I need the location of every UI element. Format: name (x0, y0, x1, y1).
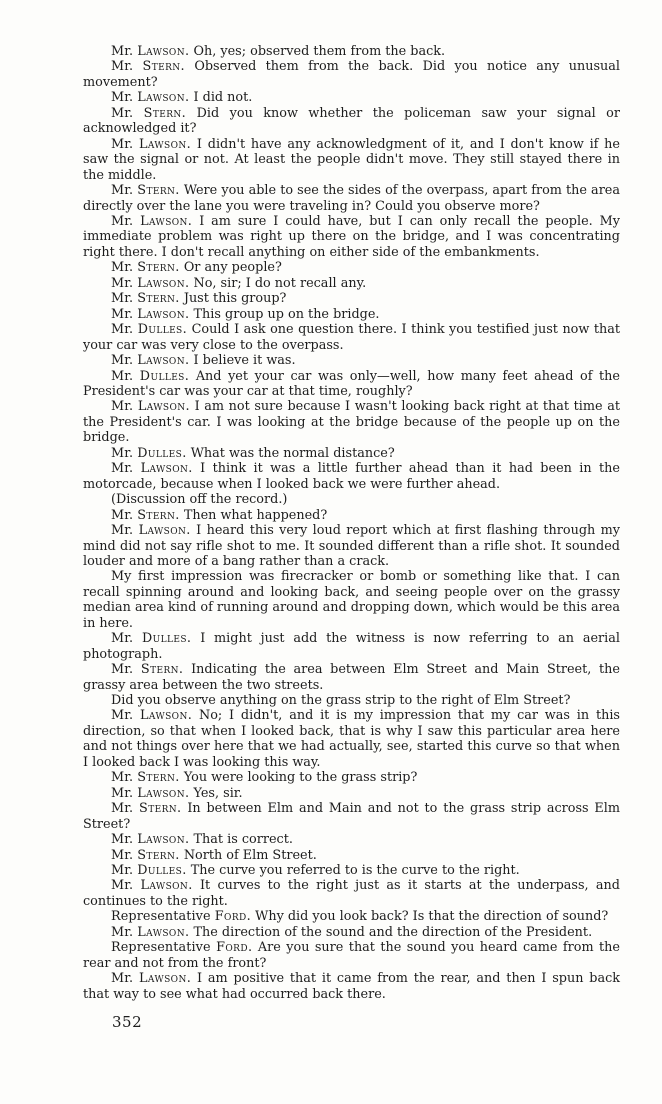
speaker-title: Mr. (111, 275, 134, 291)
speaker-name: Dulles. (137, 863, 187, 879)
speech-text: My first impression was firecracker or bomb or something like that. I can recall spinning around and looking back, and seeing people over on the grassy median area kind of running around and dropping down, which would be this area in here. (83, 569, 620, 631)
speaker-title: Mr. (111, 368, 134, 384)
speaker-title: Mr. (111, 260, 134, 276)
speaker-title: Mr. (111, 924, 134, 940)
speaker-label (111, 909, 251, 924)
speaker-label (111, 399, 190, 414)
speaker-title: Mr. (111, 291, 134, 307)
speech-text: You were looking to the grass strip? (183, 770, 418, 786)
transcript-paragraph (83, 214, 620, 260)
speaker-title: Mr. (111, 322, 134, 338)
transcript-paragraph (83, 137, 620, 183)
speech-text: I am sure I could have, but I can only recall the people. My immediate problem was right up there on the bridge, and I was concentrating right there. I don't recall anything on either side of the embankments. (83, 213, 620, 260)
transcript-paragraph (83, 508, 620, 523)
speaker-label (111, 863, 187, 878)
transcript-paragraph (83, 925, 620, 940)
speaker-label (111, 214, 192, 229)
transcript-paragraph (83, 863, 620, 878)
speaker-name: Lawson. (137, 44, 190, 59)
speaker-name: Stern. (137, 770, 180, 786)
transcript-paragraph (83, 940, 620, 971)
speaker-label (111, 90, 189, 105)
speaker-title: Mr. (111, 708, 134, 724)
transcript-paragraph (83, 260, 620, 275)
transcript-paragraph (83, 183, 620, 214)
speaker-label (111, 137, 191, 152)
speaker-label (111, 940, 252, 955)
transcript-paragraph (83, 770, 620, 785)
speech-text: Yes, sir. (193, 785, 243, 801)
speech-text: What was the normal distance? (190, 445, 395, 461)
speaker-title: Mr. (111, 136, 134, 152)
speaker-label (111, 322, 187, 337)
transcript-paragraph (83, 322, 620, 353)
speech-text: I am positive that it came from the rear, and then I spun back that way to see what had occurred back there. (83, 971, 620, 1002)
speaker-title: Mr. (111, 105, 134, 121)
speaker-name: Stern. (139, 801, 182, 817)
speech-text: I am not sure because I wasn't looking back right at that time at the President's car. I was looking at the bridge because of the people up on the bridge. (83, 399, 620, 446)
speaker-name: Lawson. (140, 461, 193, 477)
speaker-title: Mr. (111, 631, 134, 647)
speech-text: Did you observe anything on the grass strip to the right of Elm Street? (111, 693, 571, 709)
speaker-label (111, 291, 180, 306)
speech-text: Did you know whether the policeman saw your signal or acknowledged it? (83, 105, 620, 137)
speaker-title: Mr. (111, 971, 134, 987)
speaker-name: Lawson. (140, 878, 193, 894)
speaker-label (111, 662, 183, 677)
speaker-label (111, 353, 189, 368)
speaker-name: Dulles. (137, 322, 188, 338)
speaker-label (111, 770, 180, 785)
speaker-title: Mr. (111, 878, 134, 894)
transcript-paragraph (83, 878, 620, 909)
speech-text: I did not. (193, 90, 253, 106)
speech-text: Why did you look back? Is that the direction of sound? (255, 909, 609, 925)
speech-text: North of Elm Street. (183, 847, 317, 863)
transcript-paragraph (83, 492, 620, 507)
speaker-label (111, 446, 187, 461)
speech-text: I heard this very loud report which at first flashing through my mind did not say rifle shot to me. It sounded different than a rifle shot. It sounded louder and more of a bang rather than a crack. (83, 523, 620, 569)
transcript-paragraph (83, 44, 620, 59)
speaker-title: Mr. (111, 785, 134, 801)
speaker-name: Lawson. (137, 306, 190, 322)
transcript-paragraph (83, 786, 620, 801)
speech-text: No; I didn't, and it is my impression that my car was in this direction, so that when I looked back, that is why I saw this particular area here and not things over here that we had actually, see, started this curve so that when I looked back I was looking this way. (83, 708, 620, 770)
transcript-paragraph (83, 909, 620, 924)
speaker-name: Ford. (214, 909, 252, 925)
transcript-paragraph (83, 369, 620, 400)
speaker-label (111, 801, 182, 816)
transcript-paragraph (83, 276, 620, 291)
speaker-label (111, 832, 189, 847)
speaker-label (111, 708, 192, 723)
speaker-label (111, 971, 191, 986)
speech-text: Observed them from the back. Did you notice any unusual movement? (83, 59, 620, 90)
speaker-label (111, 183, 180, 198)
speech-text: (Discussion off the record.) (111, 492, 288, 508)
transcript-paragraph (83, 801, 620, 832)
speaker-title: Mr. (111, 183, 134, 199)
transcript-paragraph (83, 90, 620, 105)
speaker-title: Mr. (111, 399, 134, 415)
transcript-paragraph (83, 307, 620, 322)
speaker-name: Stern. (137, 847, 180, 863)
speech-text: Indicating the area between Elm Street and Main Street, the grassy area between the two streets. (83, 662, 620, 693)
speaker-label (111, 848, 180, 863)
speaker-name: Lawson. (140, 213, 193, 229)
transcript-paragraph (83, 461, 620, 492)
speaker-label (111, 523, 191, 538)
speaker-label (111, 631, 191, 646)
speaker-name: Lawson. (140, 708, 193, 724)
transcript-paragraph (83, 569, 620, 631)
speaker-title: Representative (111, 940, 211, 956)
speech-text: Or any people? (183, 260, 282, 276)
speaker-name: Lawson. (137, 924, 190, 940)
speaker-label (111, 461, 193, 476)
speaker-label (111, 59, 185, 74)
speech-text: Just this group? (183, 291, 287, 307)
transcript-paragraph (83, 399, 620, 445)
speaker-title: Mr. (111, 832, 134, 848)
speaker-label (111, 276, 189, 291)
speaker-name: Stern. (142, 59, 186, 75)
speaker-name: Lawson. (137, 275, 190, 291)
speech-text: That is correct. (193, 832, 293, 848)
speaker-name: Lawson. (137, 785, 190, 801)
speech-text: The direction of the sound and the direction of the President. (193, 924, 593, 940)
transcript-paragraph (83, 832, 620, 847)
transcript-paragraph (83, 106, 620, 137)
speech-text: Were you able to see the sides of the overpass, apart from the area directly over the lane you were traveling in? Could you observe more? (83, 183, 621, 214)
speaker-name: Lawson. (138, 136, 192, 152)
speech-text: I didn't have any acknowledgment of it, and I don't know if he saw the signal or not. At least the people didn't move. They still stayed there in the middle. (83, 136, 620, 183)
speaker-name: Stern. (137, 183, 180, 199)
speech-text: Then what happened? (183, 507, 328, 523)
speech-text: Are you sure that the sound you heard came from the rear and not from the front? (83, 940, 620, 971)
speech-text: In between Elm and Main and not to the grass strip across Elm Street? (83, 801, 620, 832)
speech-text: I think it was a little further ahead than it had been in the motorcade, because when I looked back we were further ahead. (83, 461, 620, 492)
speaker-title: Mr. (111, 461, 134, 477)
speaker-name: Stern. (137, 260, 180, 276)
speaker-label (111, 786, 189, 801)
speech-text: It curves to the right just as it starts at the underpass, and continues to the right. (83, 878, 620, 909)
speaker-name: Stern. (137, 291, 180, 307)
speaker-label (111, 44, 189, 59)
speech-text: This group up on the bridge. (193, 306, 380, 322)
speaker-name: Stern. (140, 662, 184, 678)
transcript-paragraph (83, 971, 620, 1002)
speaker-label (111, 878, 193, 893)
speaker-title: Mr. (111, 523, 134, 539)
transcript-paragraph (83, 693, 620, 708)
speaker-title: Mr. (111, 90, 134, 106)
speaker-label (111, 106, 186, 121)
speaker-title: Mr. (111, 306, 134, 322)
speaker-name: Lawson. (137, 90, 190, 106)
speaker-title: Mr. (111, 662, 134, 678)
transcript-paragraph (83, 662, 620, 693)
speaker-label (111, 508, 180, 523)
speaker-label (111, 925, 189, 940)
transcript-paragraph (83, 353, 620, 368)
speaker-name: Dulles. (141, 631, 192, 647)
speech-text: Oh, yes; observed them from the back. (193, 44, 446, 59)
speech-text: The curve you referred to is the curve to the right. (190, 863, 520, 879)
transcript-paragraph (83, 848, 620, 863)
speaker-name: Stern. (137, 507, 180, 523)
speech-text: I believe it was. (193, 353, 296, 369)
transcript-paragraph (83, 523, 620, 569)
speaker-name: Lawson. (137, 399, 190, 415)
transcript-paragraph (83, 291, 620, 306)
speaker-title: Mr. (111, 863, 134, 879)
speech-text: And yet your car was only—well, how many feet ahead of the President's car was your car at that time, roughly? (83, 368, 620, 399)
speaker-name: Dulles. (137, 445, 187, 461)
speaker-title: Mr. (111, 59, 134, 75)
speaker-title: Mr. (111, 507, 134, 523)
speaker-title: Mr. (111, 213, 134, 229)
speaker-title: Mr. (111, 445, 134, 461)
transcript-paragraph (83, 446, 620, 461)
speaker-name: Lawson. (139, 971, 192, 987)
speaker-name: Ford. (216, 940, 253, 956)
speech-text: I might just add the witness is now referring to an aerial photograph. (83, 631, 620, 662)
speaker-title: Mr. (111, 44, 134, 59)
speech-text: No, sir; I do not recall any. (193, 275, 367, 291)
speaker-title: Mr. (111, 801, 134, 817)
speaker-label (111, 307, 189, 322)
speech-text: Could I ask one question there. I think you testified just now that your car was very close to the overpass. (83, 322, 620, 353)
speaker-name: Lawson. (137, 832, 190, 848)
transcript-body (83, 44, 620, 1002)
speaker-title: Mr. (111, 847, 134, 863)
speaker-name: Lawson. (138, 523, 191, 539)
speaker-name: Stern. (143, 105, 187, 121)
speaker-name: Lawson. (137, 353, 190, 369)
speaker-name: Dulles. (139, 368, 190, 384)
transcript-paragraph (83, 631, 620, 662)
speaker-label (111, 369, 189, 384)
speaker-title: Mr. (111, 353, 134, 369)
page-number: 352 (112, 1013, 143, 1031)
speaker-title: Mr. (111, 770, 134, 786)
transcript-paragraph (83, 708, 620, 770)
speaker-title: Representative (111, 909, 211, 925)
speaker-label (111, 260, 180, 275)
transcript-paragraph (83, 59, 620, 90)
